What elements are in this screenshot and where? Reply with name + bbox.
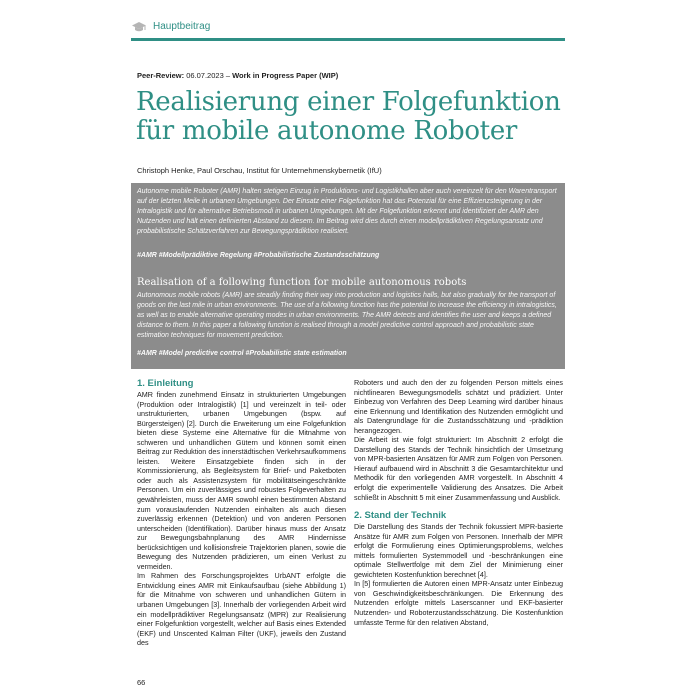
section-heading-introduction: 1. Einleitung: [137, 378, 194, 389]
page-number: 66: [137, 678, 146, 687]
review-label: Peer-Review:: [137, 71, 185, 80]
right-column: [354, 378, 563, 627]
abstract-box: [131, 183, 565, 369]
meta-separator: –: [225, 71, 231, 80]
left-column: [137, 378, 346, 648]
paragraph: AMR finden zunehmend Einsatz in strukturierten Umgebungen (Produktion oder Intralogistik) [1] und vereinzelt in teil- oder unstrukturierten, urbanen Umgebungen (bspw. auf Bürgersteigen) [2]. Durch die Erweiterung um eine Folgefunktion bieten diese Systeme eine Alternative für die Mitnahme von schweren und unhandlichen Gütern und können somit einen Beitrag zur Reduktion des innerstädtischen Verkehrsaufkommens leisten. Weitere Einsatzgebiete finden sich in der Kommissionierung, als Begleitsystem für Brief- und Paketboten oder auch als Assistenzsystem für mobilitätseingeschränkte Personen. Um ein zuverlässiges und robustes Folgeverhalten zu gewährleisten, muss der AMR sowohl einen bestimmten Abstand zum vorauslaufenden Nutzenden einhalten als auch diesen zuverlässig erkennen (Detektion) und von anderen Personen unterscheiden (Identifikation). Darüber hinaus muss der Ansatz zur Bewegungsbahnplanung des AMR Hindernisse berücksichtigen und kollisionsfreie Trajektorien planen, sowie die Bewegung des Nutzenden prädizieren, um einen Verlust zu vermeiden.: [137, 390, 346, 571]
abstract-english: Autonomous mobile robots (AMR) are steadily finding their way into production and logistics halls, but also gradually for the transport of goods on the last mile in urban environments. The use of a following function has the potential to increase the efficiency in intralogistics, as well as to enable alternative operating modes in urban environments. The AMR detects and identifies the user and keeps a defined distance to them. In this paper a following function is realised through a model predictive control approach and probabilistic state estimation techniques for movement prediction.: [137, 292, 557, 340]
paragraph: Im Rahmen des Forschungsprojektes UrbANT erfolgte die Entwicklung eines AMR mit Einkaufsaufbau (siehe Abbildung 1) für die Mitnahme von schweren und unhandlichen Gütern in urbanen Umgebungen [3]. Innerhalb der vorliegenden Arbeit wird ein modellprädiktiver Regelungsansatz (MPR) zur Realisierung einer Folgefunktion vorgestellt, welcher auf Basis eines Extended (EKF) und Unscented Kalman Filter (UKF), jeweils den Zustand des: [137, 571, 346, 648]
paragraph: Die Darstellung des Stands der Technik fokussiert MPR-basierte Ansätze für AMR zum Folgen von Personen. Innerhalb der MPR erfolgt die Formulierung eines Optimierungsproblems, welches mittels formulierten Systemmodell und -beschränkungen eine optimale Stellwertfolge mit dem Ziel der Minimierung einer gewichteten Kostenfunktion berechnet [4].: [354, 522, 563, 579]
keywords-german: #AMR #Modellprädiktive Regelung #Probabilistische Zustandsschätzung: [137, 252, 380, 259]
review-date: 06.07.2023: [186, 71, 224, 80]
paragraph: In [5] formulierten die Autoren einen MPR-Ansatz unter Einbezug von Geschwindigkeitsbeschränkungen. Die Erkennung des Nutzenden erfolgte mittels Laserscanner und EKF-basierter Nutzenden- und Roboterzustandsschätzung. Die Kostenfunktion umfasste Terme für den relativen Abstand,: [354, 579, 563, 627]
english-title: Realisation of a following function for mobile autonomous robots: [137, 277, 467, 288]
authors: Christoph Henke, Paul Orschau, Institut für Unternehmenskybernetik (IfU): [137, 166, 382, 175]
page-title: [136, 88, 576, 146]
section-header: [131, 14, 565, 41]
section-label: Hauptbeitrag: [153, 20, 211, 32]
keywords-english: #AMR #Model predictive control #Probabilistic state estimation: [137, 350, 347, 357]
paragraph: Roboters und auch den der zu folgenden Person mittels eines nichtlinearen Bewegungsmodells schätzt und prädiziert. Unter Einbezug von Verfahren des Deep Learning wird darüber hinaus eine Erkennung und Identifikation des Nutzenden ermöglicht und als Datengrundlage für die Zustandsschätzung und -prädiktion herangezogen.: [354, 378, 563, 435]
graduation-cap-icon: [131, 20, 147, 32]
abstract-german: Autonome mobile Roboter (AMR) halten stetigen Einzug in Produktions- und Logistikhallen aber auch vereinzelt für den Warentransport auf der letzten Meile in urbanen Umgebungen. Der Einsatz einer Folgefunktion hat das Potenzial für eine Effizienzsteigerung in der Intralogistik und für alternative Betriebsmodi in urbanen Umgebungen. Mit der Folgefunktion erkennt und identifiziert der AMR den Nutzenden und hält einen definierten Abstand zu diesem. Im Beitrag wird dies durch einen modellprädiktiven Regelungsansatz und probabilistische Schätzverfahren zur Bewegungsprädiktion realisiert.: [137, 188, 557, 236]
title-line-1: Realisierung einer Folgefunktion: [136, 87, 561, 117]
section-heading-state-of-art: 2. Stand der Technik: [354, 510, 447, 522]
paragraph: Die Arbeit ist wie folgt strukturiert: Im Abschnitt 2 erfolgt die Darstellung des Stands der Technik hinsichtlich der Umsetzung von MPR-basierten Ansätzen für AMR zum Folgen von Personen. Hierauf aufbauend wird in Abschnitt 3 die Gesamtarchitektur und Methodik für den vorliegenden AMR vorgestellt. In Abschnitt 4 erfolgt die experimentelle Validierung des Ansatzes. Die Arbeit schließt in Abschnitt 5 mit einer Zusammenfassung und Ausblick.: [354, 435, 563, 502]
title-line-2: für mobile autonome Roboter: [136, 116, 518, 146]
review-meta: [137, 71, 338, 80]
paper-type: Work in Progress Paper (WIP): [232, 71, 339, 80]
